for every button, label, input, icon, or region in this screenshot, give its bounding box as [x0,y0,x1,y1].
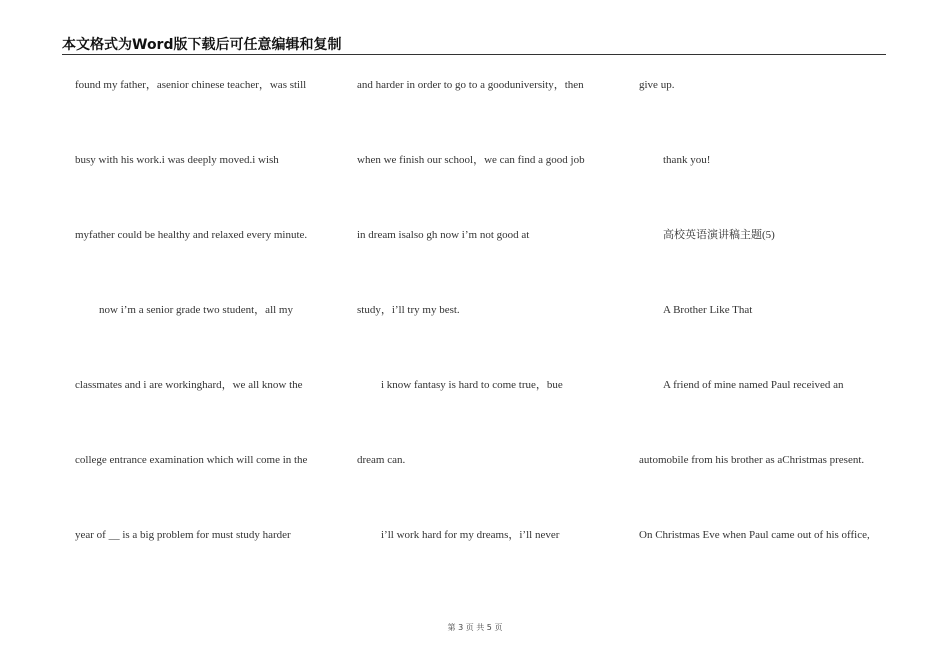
text-line: give up. [639,79,675,91]
text-line: On Christmas Eve when Paul came out of his office, [639,529,870,541]
text-line: year of __ is a big problem for must study harder [75,529,291,541]
text-line: classmates and i are workinghard，we all know the [75,379,303,391]
text-line: i know fantasy is hard to come true，bue [381,379,563,391]
text-line: myfather could be healthy and relaxed every minute. [75,229,308,241]
text-line: study，i’ll try my best. [357,304,460,316]
text-line: i’ll work hard for my dreams，i’ll never [381,529,560,541]
header-divider [62,54,886,55]
text-line: A Brother Like That [663,304,753,316]
text-line: and harder in order to go to a gooduniversity，then [357,79,584,91]
text-line: dream can. [357,454,406,466]
page-number: 第 3 页 共 5 页 [447,623,503,632]
text-line: thank you! [663,154,711,166]
text-line: found my father，asenior chinese teacher，was still [75,79,307,91]
text-line: now i’m a senior grade two student，all my [99,304,293,316]
text-line: college entrance examination which will come in the [75,454,308,466]
text-line: automobile from his brother as aChristmas present. [639,454,865,466]
text-line: busy with his work.i was deeply moved.i wish [75,154,279,166]
text-line: 高校英语演讲稿主题(5) [663,229,775,241]
document-header: 本文格式为Word版下载后可任意编辑和复制 [62,37,342,53]
text-line: when we finish our school，we can find a good job [357,154,585,166]
text-line: A friend of mine named Paul received an [663,379,844,391]
text-line: in dream isalso gh now i’m not good at [357,229,530,241]
